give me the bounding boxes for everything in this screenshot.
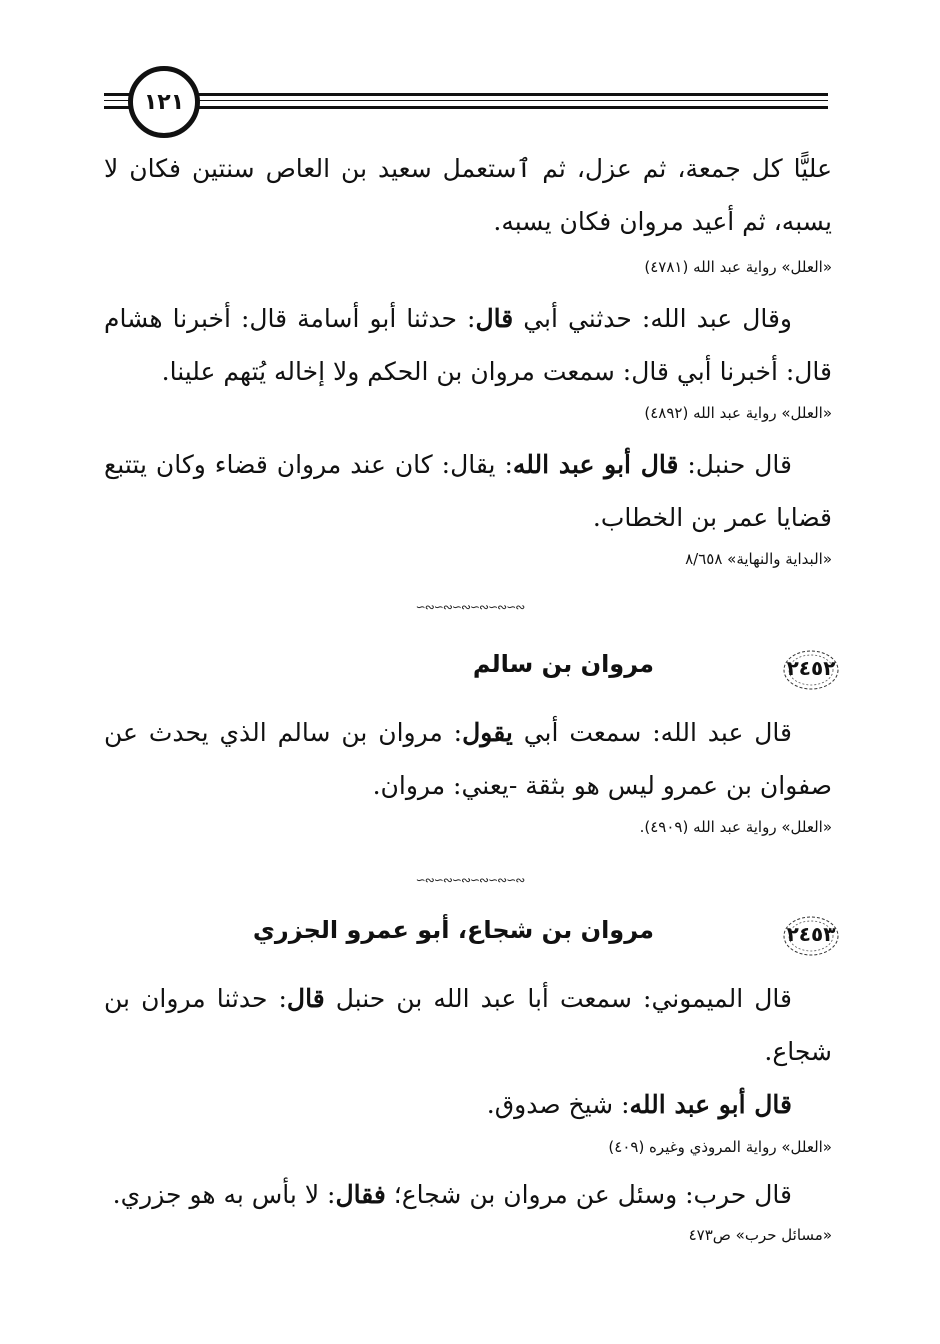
header-rule-middle bbox=[104, 100, 828, 101]
entry-heading bbox=[104, 648, 840, 692]
paragraph-narration bbox=[104, 292, 832, 398]
entry-heading bbox=[104, 914, 840, 958]
text-run: : مروان بن سالم الذي يحدث عن صفوان بن عمرو ليس هو بثقة -يعني: مروان. bbox=[104, 718, 832, 800]
text-run: : حدثنا أبو أسامة قال: أخبرنا هشام قال: أخبرنا أبي قال: سمعت مروان بن الحكم ولا إخاله يُتهم علينا. bbox=[104, 304, 832, 386]
source-citation: «العلل» رواية عبد الله (٤٩٠٩). bbox=[639, 818, 832, 836]
text-run: : شيخ صدوق. bbox=[486, 1090, 630, 1119]
text-run: : لا بأس به هو جزري. bbox=[112, 1180, 336, 1209]
bold-term: قال أبو عبد الله bbox=[629, 1090, 792, 1119]
paragraph-continuation: عليًّا كل جمعة، ثم عزل، ثم ٱستعمل سعيد بن العاص سنتين فكان لا يسبه، ثم أعيد مروان فكان يسبه. bbox=[104, 154, 832, 236]
entry-number-badge bbox=[782, 648, 840, 692]
ornamental-divider: ∽∾∽∾∽∾∽∾∽∾∽∾ bbox=[415, 873, 525, 887]
text-run: قال حنبل: bbox=[678, 450, 792, 479]
entry-title: مروان بن شجاع، أبو عمرو الجزري bbox=[252, 916, 654, 944]
paragraph-narration bbox=[104, 1168, 832, 1221]
text-run: : حدثنا مروان بن شجاع. bbox=[104, 984, 832, 1066]
source-citation: «البداية والنهاية» ٨/٦٥٨ bbox=[685, 550, 832, 568]
text-run: قال حرب: وسئل عن مروان بن شجاع؛ bbox=[385, 1180, 792, 1209]
entry-title: مروان بن سالم bbox=[472, 650, 654, 678]
text-run: وقال عبد الله: حدثني أبي bbox=[513, 304, 792, 333]
paragraph-narration bbox=[104, 972, 832, 1078]
bold-term: قال bbox=[475, 304, 514, 333]
entry-number-badge bbox=[782, 914, 840, 958]
text-run: : يقال: كان عند مروان قضاء وكان يتتبع قضايا عمر بن الخطاب. bbox=[104, 450, 832, 532]
ornamental-divider: ∽∾∽∾∽∾∽∾∽∾∽∾ bbox=[415, 600, 525, 614]
page-number: ١٢١ bbox=[143, 89, 185, 115]
page-number-ring bbox=[128, 66, 200, 138]
paragraph-narration bbox=[104, 438, 832, 544]
bold-term: قال bbox=[286, 984, 325, 1013]
source-citation: «العلل» رواية عبد الله (٤٨٩٢) bbox=[644, 404, 832, 422]
source-citation: «العلل» رواية عبد الله (٤٧٨١) bbox=[644, 258, 832, 276]
bold-term: قال أبو عبد الله bbox=[512, 450, 679, 479]
entry-number: ٢٤٥٢ bbox=[786, 656, 836, 680]
header-rule-top bbox=[104, 93, 828, 96]
bold-term: فقال bbox=[335, 1180, 386, 1209]
entry-number: ٢٤٥٣ bbox=[786, 922, 836, 946]
source-citation: «العلل» رواية المروذي وغيره (٤٠٩) bbox=[608, 1138, 832, 1156]
header-rule-bottom bbox=[104, 106, 828, 109]
source-citation: «مسائل حرب» ص٤٧٣ bbox=[688, 1226, 832, 1244]
bold-term: يقول bbox=[462, 718, 513, 747]
text-run: قال الميموني: سمعت أبا عبد الله بن حنبل bbox=[324, 984, 792, 1013]
paragraph-narration bbox=[104, 706, 832, 812]
paragraph-narration bbox=[104, 1078, 832, 1131]
text-run: قال عبد الله: سمعت أبي bbox=[512, 718, 792, 747]
